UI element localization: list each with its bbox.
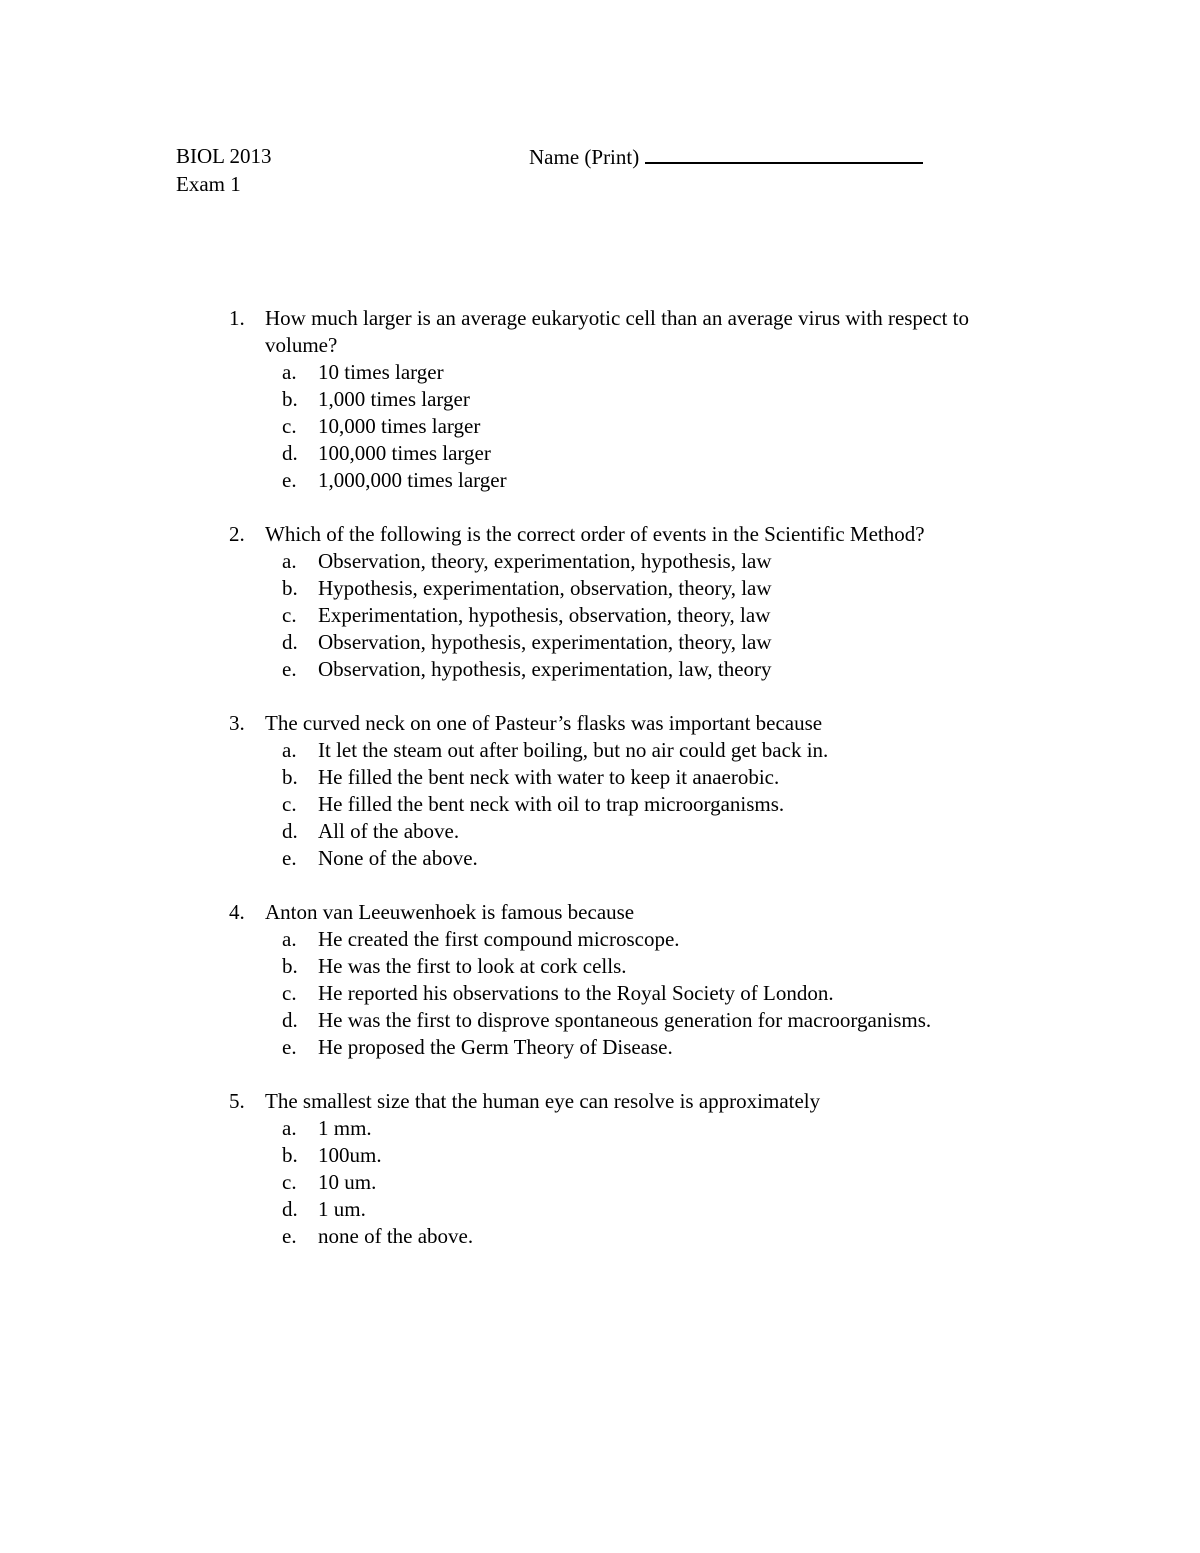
option-letter: e. bbox=[282, 846, 297, 870]
option-letter: b. bbox=[282, 387, 298, 411]
question-text: Which of the following is the correct order of events in the Scientific Method? bbox=[265, 522, 925, 546]
answer-option bbox=[0, 602, 1200, 629]
answer-option bbox=[0, 764, 1200, 791]
answer-option bbox=[0, 629, 1200, 656]
option-letter: b. bbox=[282, 1143, 298, 1167]
answer-option bbox=[0, 1034, 1200, 1061]
option-text: He filled the bent neck with oil to trap microorganisms. bbox=[318, 792, 785, 816]
question bbox=[0, 305, 1200, 494]
option-text: Observation, theory, experimentation, hypothesis, law bbox=[318, 549, 772, 573]
question-text: The smallest size that the human eye can resolve is approximately bbox=[265, 1089, 821, 1113]
option-letter: b. bbox=[282, 765, 298, 789]
option-text: 1,000,000 times larger bbox=[318, 468, 507, 492]
question bbox=[0, 1088, 1200, 1250]
option-letter: d. bbox=[282, 1197, 298, 1221]
option-letter: c. bbox=[282, 981, 297, 1005]
option-text: He reported his observations to the Royal Society of London. bbox=[318, 981, 834, 1005]
course-code: BIOL 2013 bbox=[176, 144, 272, 168]
answer-option bbox=[0, 953, 1200, 980]
answer-option bbox=[0, 980, 1200, 1007]
name-field[interactable] bbox=[529, 142, 923, 171]
answer-option bbox=[0, 818, 1200, 845]
answer-option bbox=[0, 467, 1200, 494]
option-text: He was the first to look at cork cells. bbox=[318, 954, 627, 978]
option-text: 10 times larger bbox=[318, 360, 444, 384]
answer-option bbox=[0, 1196, 1200, 1223]
question bbox=[0, 710, 1200, 872]
question-row bbox=[0, 521, 1200, 548]
option-text: It let the steam out after boiling, but no air could get back in. bbox=[318, 738, 829, 762]
option-letter: a. bbox=[282, 1116, 297, 1140]
option-letter: d. bbox=[282, 630, 298, 654]
option-text: 10 um. bbox=[318, 1170, 377, 1194]
answer-option bbox=[0, 548, 1200, 575]
question-text: The curved neck on one of Pasteur’s flasks was important because bbox=[265, 711, 823, 735]
option-letter: b. bbox=[282, 954, 298, 978]
option-letter: d. bbox=[282, 1008, 298, 1032]
option-letter: b. bbox=[282, 576, 298, 600]
question-row bbox=[0, 899, 1200, 926]
question-number: 2. bbox=[229, 522, 245, 546]
answer-option bbox=[0, 791, 1200, 818]
option-text: 10,000 times larger bbox=[318, 414, 481, 438]
option-letter: c. bbox=[282, 414, 297, 438]
answer-option bbox=[0, 1007, 1200, 1034]
course-header bbox=[176, 142, 271, 198]
option-letter: a. bbox=[282, 360, 297, 384]
answer-option bbox=[0, 1169, 1200, 1196]
option-letter: a. bbox=[282, 549, 297, 573]
question-list bbox=[0, 305, 1200, 1277]
option-letter: c. bbox=[282, 1170, 297, 1194]
option-letter: c. bbox=[282, 792, 297, 816]
answer-option bbox=[0, 1115, 1200, 1142]
option-text: 1 mm. bbox=[318, 1116, 372, 1140]
answer-option bbox=[0, 440, 1200, 467]
option-letter: d. bbox=[282, 441, 298, 465]
answer-option bbox=[0, 737, 1200, 764]
question bbox=[0, 521, 1200, 683]
answer-option bbox=[0, 1142, 1200, 1169]
name-label: Name (Print) bbox=[529, 145, 640, 169]
option-text: He proposed the Germ Theory of Disease. bbox=[318, 1035, 673, 1059]
option-letter: e. bbox=[282, 657, 297, 681]
answer-option bbox=[0, 413, 1200, 440]
option-text: All of the above. bbox=[318, 819, 460, 843]
option-text: He created the first compound microscope. bbox=[318, 927, 680, 951]
option-letter: e. bbox=[282, 1035, 297, 1059]
question-number: 3. bbox=[229, 711, 245, 735]
question-number: 5. bbox=[229, 1089, 245, 1113]
option-text: None of the above. bbox=[318, 846, 478, 870]
question bbox=[0, 899, 1200, 1061]
exam-title: Exam 1 bbox=[176, 172, 241, 196]
option-text: He was the first to disprove spontaneous generation for macroorganisms. bbox=[318, 1008, 932, 1032]
option-text: 100um. bbox=[318, 1143, 382, 1167]
name-blank-line[interactable] bbox=[645, 142, 923, 164]
option-letter: e. bbox=[282, 1224, 297, 1248]
question-number: 4. bbox=[229, 900, 245, 924]
question-row bbox=[0, 305, 1200, 359]
answer-option bbox=[0, 926, 1200, 953]
option-letter: d. bbox=[282, 819, 298, 843]
option-letter: a. bbox=[282, 738, 297, 762]
question-text: Anton van Leeuwenhoek is famous because bbox=[265, 900, 635, 924]
option-text: none of the above. bbox=[318, 1224, 474, 1248]
option-text: Observation, hypothesis, experimentation, law, theory bbox=[318, 657, 772, 681]
answer-option bbox=[0, 656, 1200, 683]
question-row bbox=[0, 1088, 1200, 1115]
option-text: Observation, hypothesis, experimentation, theory, law bbox=[318, 630, 772, 654]
option-text: 1,000 times larger bbox=[318, 387, 470, 411]
option-text: 1 um. bbox=[318, 1197, 366, 1221]
option-letter: a. bbox=[282, 927, 297, 951]
answer-option bbox=[0, 1223, 1200, 1250]
option-text: He filled the bent neck with water to keep it anaerobic. bbox=[318, 765, 780, 789]
answer-option bbox=[0, 845, 1200, 872]
option-text: Hypothesis, experimentation, observation, theory, law bbox=[318, 576, 772, 600]
answer-option bbox=[0, 386, 1200, 413]
question-text: How much larger is an average eukaryotic cell than an average virus with respect to volume? bbox=[265, 306, 969, 357]
option-text: Experimentation, hypothesis, observation, theory, law bbox=[318, 603, 771, 627]
question-row bbox=[0, 710, 1200, 737]
option-text: 100,000 times larger bbox=[318, 441, 491, 465]
option-letter: e. bbox=[282, 468, 297, 492]
answer-option bbox=[0, 359, 1200, 386]
option-letter: c. bbox=[282, 603, 297, 627]
question-number: 1. bbox=[229, 306, 245, 330]
answer-option bbox=[0, 575, 1200, 602]
